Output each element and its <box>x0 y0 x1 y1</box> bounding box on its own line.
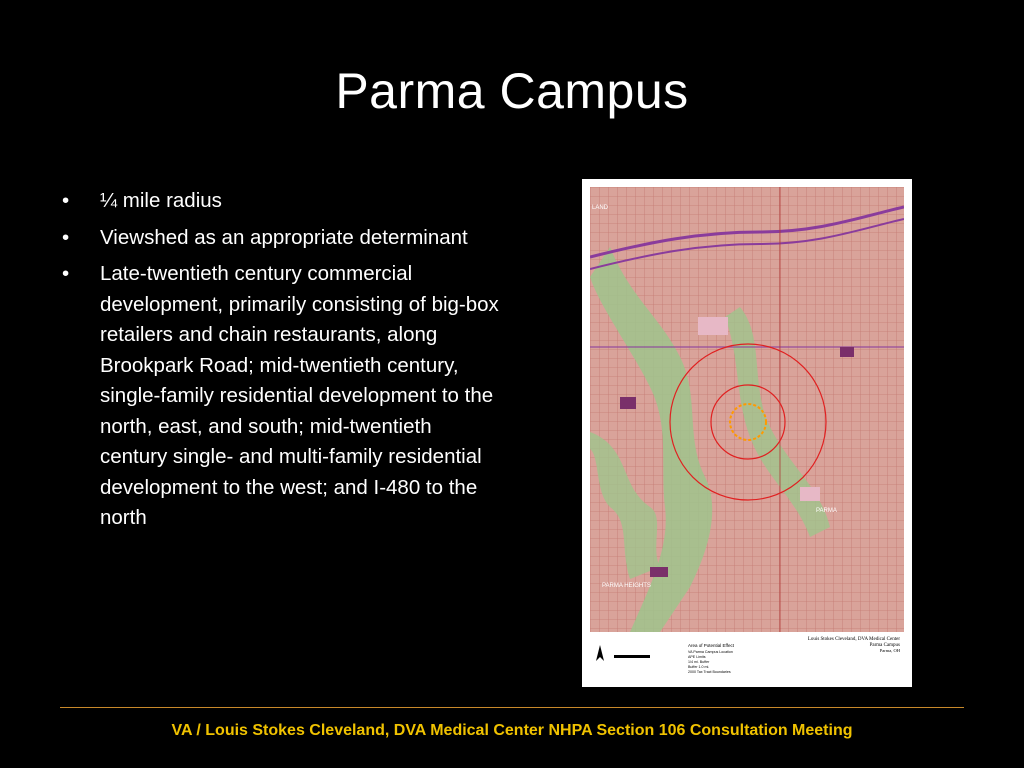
bullet-item <box>62 259 502 534</box>
legend-item: APE Limits <box>688 655 706 659</box>
legend-title: Louis Stokes Cleveland, DVA Medical Center <box>807 637 900 642</box>
legend-item: 2000 Tax Tract Boundaries <box>688 670 731 674</box>
map-place-label: PARMA <box>816 508 837 514</box>
map-building <box>650 567 668 577</box>
map-place-label: PARMA HEIGHTS <box>602 583 651 589</box>
bullet-glyph: • <box>62 189 70 212</box>
scale-bar-icon <box>614 655 650 658</box>
bullet-glyph: • <box>62 262 70 285</box>
bullet-glyph: • <box>62 225 70 249</box>
bullet-list <box>62 186 502 540</box>
legend-heading: Area of Potential Effect <box>688 643 734 648</box>
legend-subtitle: Parma Campus <box>869 643 900 648</box>
map-building <box>840 347 854 357</box>
topographic-map <box>590 187 904 679</box>
map-building <box>620 397 636 409</box>
map-building <box>698 317 728 335</box>
legend-item: 1/4 mi. Buffer <box>688 660 710 664</box>
footer-text: VA / Louis Stokes Cleveland, DVA Medical Center NHPA Section 106 Consultation Meeting <box>171 722 853 739</box>
bullet-text: Viewshed as an appropriate determinant <box>100 225 468 249</box>
legend-place: Parma, OH <box>879 648 900 653</box>
legend-item: VA Parma Campus Location <box>688 650 733 654</box>
bullet-item <box>62 186 502 217</box>
bullet-text: Late-twentieth century commercial development, primarily consisting of big-box retailers and chain restaurants, along Brookpark Road; mid-twentieth century, single-family residential development to the north, east, and south; mid-twentieth century single- and multi-family residential development to the west; and I-480 to the north <box>100 262 499 529</box>
bullet-item <box>62 223 502 254</box>
map-building <box>800 487 820 501</box>
slide-title: Parma Campus <box>335 63 689 119</box>
map-image <box>582 179 912 687</box>
legend-item: Buffer 1.0 mi. <box>688 665 710 669</box>
bullet-text: ¼ mile radius <box>100 189 222 212</box>
footer-divider <box>60 707 964 708</box>
map-place-label: LAND <box>592 205 609 211</box>
